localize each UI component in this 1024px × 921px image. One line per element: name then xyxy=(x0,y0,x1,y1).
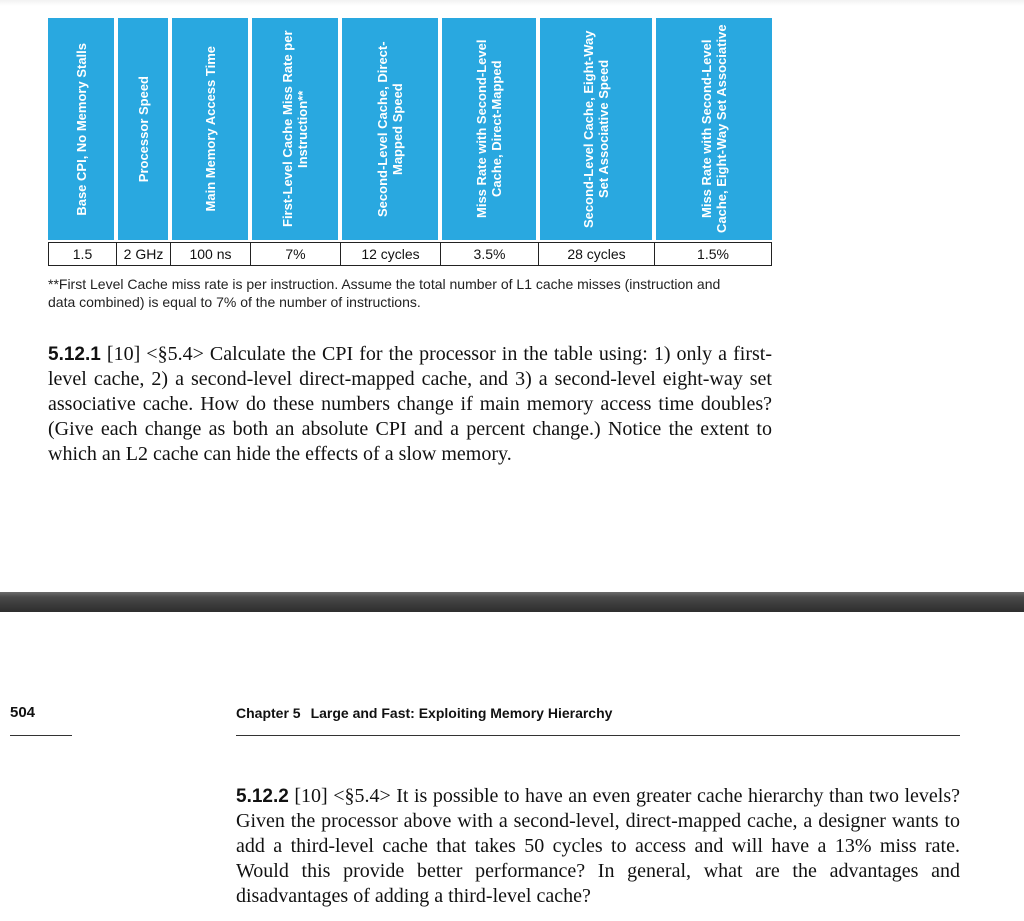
header-label: Miss Rate with Second-Level Cache, Eight-Way Set Associative xyxy=(699,24,729,234)
chapter-heading xyxy=(236,705,612,721)
exercise-5-12-1 xyxy=(48,342,772,467)
header-rule-right xyxy=(236,735,960,736)
header-rule-left xyxy=(10,735,72,736)
table-header-row xyxy=(48,18,772,240)
value-processor-speed: 2 GHz xyxy=(117,243,171,265)
page-break-bar xyxy=(0,592,1024,612)
clipped-previous-line xyxy=(0,0,1024,6)
header-label: Base CPI, No Memory Stalls xyxy=(73,42,89,216)
table-footnote: **First Level Cache miss rate is per instruction. Assume the total number of L1 cache misses (instruction and data combined) is equal to 7% of the number of instructions. xyxy=(48,276,721,310)
header-label: Second-Level Cache, Direct-Mapped Speed xyxy=(375,41,405,217)
value-l2-direct-mapped-speed: 12 cycles xyxy=(341,243,441,265)
exercise-number: 5.12.1 xyxy=(48,344,101,365)
header-l2-direct-mapped-speed xyxy=(342,18,438,240)
header-main-memory-access-time xyxy=(172,18,248,240)
value-main-memory-access-time: 100 ns xyxy=(171,243,251,265)
header-l2-direct-mapped-miss-rate xyxy=(442,18,536,240)
header-label: First-Level Cache Miss Rate per Instruction** xyxy=(280,30,310,228)
page-number: 504 xyxy=(10,704,36,721)
header-label: Processor Speed xyxy=(135,75,151,183)
parameters-table xyxy=(48,18,772,266)
header-l2-eight-way-miss-rate xyxy=(656,18,772,240)
chapter-label: Chapter 5 xyxy=(236,705,301,721)
header-base-cpi xyxy=(48,18,114,240)
value-l2-eight-way-speed: 28 cycles xyxy=(539,243,655,265)
exercise-text: [10] <§5.4> It is possible to have an even greater cache hierarchy than two levels? Given the processor above with a second-level, direct-mapped cache, a designer wants to add a third-level cache that takes 50 cycles to access and will have a 13% miss rate. Would this provide better performance? In general, what are the advantages and disadvantages of adding a third-level cache? xyxy=(236,785,961,907)
header-label: Second-Level Cache, Eight-Way Set Associative Speed xyxy=(581,30,611,228)
header-l1-miss-rate xyxy=(252,18,338,240)
value-l2-direct-mapped-miss-rate: 3.5% xyxy=(441,243,539,265)
header-label: Main Memory Access Time xyxy=(202,46,218,212)
value-l1-miss-rate: 7% xyxy=(251,243,341,265)
exercise-text: [10] <§5.4> Calculate the CPI for the processor in the table using: 1) only a first-level cache, 2) a second-level direct-mapped cache, and 3) a second-level eight-way set associative cache. How do these numbers change if main memory access time doubles? (Give each change as both an absolute CPI and a percent change.) Notice the extent to which an L2 cache can hide the effects of a slow memory. xyxy=(48,343,773,465)
header-processor-speed xyxy=(118,18,168,240)
value-base-cpi: 1.5 xyxy=(49,243,117,265)
page-running-head xyxy=(0,704,1024,724)
value-l2-eight-way-miss-rate: 1.5% xyxy=(697,246,729,262)
chapter-title: Large and Fast: Exploiting Memory Hierarchy xyxy=(310,705,613,721)
table-value-row xyxy=(48,242,772,266)
exercise-5-12-2 xyxy=(236,784,960,909)
header-label: Miss Rate with Second-Level Cache, Direct-Mapped xyxy=(474,39,504,219)
header-l2-eight-way-speed xyxy=(540,18,652,240)
exercise-number: 5.12.2 xyxy=(236,786,289,807)
